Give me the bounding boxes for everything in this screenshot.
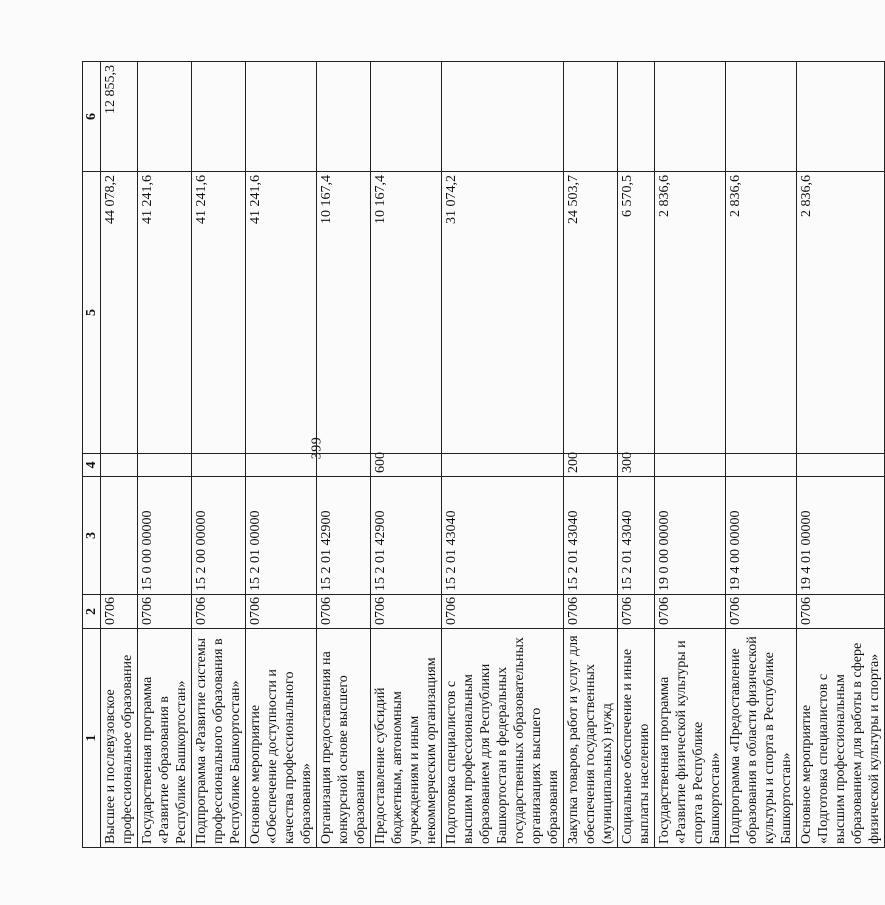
section-code-cell: 0706 (726, 595, 797, 629)
row-name-cell: Организация предоставления на конкурсной основе высшего образования (317, 629, 371, 848)
amount-extra-cell (797, 62, 885, 172)
target-article-cell: 15 2 01 43040 (618, 477, 655, 595)
row-name-cell: Подпрограмма «Развитие системы профессионального образования в Республике Башкортостан» (192, 629, 246, 848)
expense-type-cell (442, 454, 564, 477)
target-article-cell: 15 2 01 42900 (371, 477, 442, 595)
table-row (655, 62, 726, 848)
expense-type-cell: 300 (618, 454, 655, 477)
table-row (797, 62, 885, 848)
row-name-cell: Предоставление субсидий бюджетным, автономным учреждениям и иным некоммерческим организациям (371, 629, 442, 848)
amount-extra-cell: 12 855,3 (101, 62, 138, 172)
column-header: 4 (83, 454, 101, 477)
amount-cell: 31 074,2 (442, 172, 564, 454)
column-header: 1 (83, 629, 101, 848)
section-code-cell: 0706 (655, 595, 726, 629)
section-code-cell: 0706 (192, 595, 246, 629)
amount-extra-cell (655, 62, 726, 172)
row-name-cell: Основное мероприятие «Обеспечение доступности и качества профессионального образования» (246, 629, 317, 848)
expense-type-cell: 200 (564, 454, 618, 477)
target-article-cell: 15 2 01 43040 (564, 477, 618, 595)
expense-type-cell (317, 454, 371, 477)
budget-table (82, 61, 885, 848)
amount-extra-cell (371, 62, 442, 172)
row-name-cell: Социальное обеспечение и иные выплаты населению (618, 629, 655, 848)
table-row (371, 62, 442, 848)
row-name-cell: Государственная программа «Развитие физической культуры и спорта в Республике Башкортостан» (655, 629, 726, 848)
target-article-cell: 15 2 00 00000 (192, 477, 246, 595)
expense-type-cell (192, 454, 246, 477)
table-rotator (82, 62, 882, 848)
table-row (192, 62, 246, 848)
amount-cell: 10 167,4 (371, 172, 442, 454)
amount-cell: 2 836,6 (726, 172, 797, 454)
section-code-cell: 0706 (618, 595, 655, 629)
section-code-cell: 0706 (564, 595, 618, 629)
table-row (101, 62, 138, 848)
target-article-cell: 19 4 00 00000 (726, 477, 797, 595)
table-row (618, 62, 655, 848)
target-article-cell: 15 2 01 43040 (442, 477, 564, 595)
row-name-cell: Подготовка специалистов с высшим профессиональным образованием для Республики Башкортостан в федеральных государственных образовательных организациях высшего образования (442, 629, 564, 848)
table-header-row (83, 62, 101, 848)
row-name-cell: Высшее и послевузовское профессиональное образование (101, 629, 138, 848)
target-article-cell: 19 0 00 00000 (655, 477, 726, 595)
amount-extra-cell (246, 62, 317, 172)
table-row (138, 62, 192, 848)
amount-cell: 44 078,2 (101, 172, 138, 454)
table-row (564, 62, 618, 848)
section-code-cell: 0706 (371, 595, 442, 629)
section-code-cell: 0706 (317, 595, 371, 629)
expense-type-cell (797, 454, 885, 477)
section-code-cell: 0706 (442, 595, 564, 629)
section-code-cell: 0706 (246, 595, 317, 629)
column-header: 2 (83, 595, 101, 629)
amount-extra-cell (442, 62, 564, 172)
expense-type-cell (655, 454, 726, 477)
amount-extra-cell (138, 62, 192, 172)
amount-cell: 2 836,6 (797, 172, 885, 454)
expense-type-cell (726, 454, 797, 477)
section-code-cell: 0706 (797, 595, 885, 629)
section-code-cell: 0706 (101, 595, 138, 629)
amount-cell: 24 503,7 (564, 172, 618, 454)
amount-extra-cell (564, 62, 618, 172)
amount-cell: 6 570,5 (618, 172, 655, 454)
expense-type-cell (101, 454, 138, 477)
amount-extra-cell (192, 62, 246, 172)
target-article-cell (101, 477, 138, 595)
amount-cell: 41 241,6 (246, 172, 317, 454)
target-article-cell: 15 2 01 00000 (246, 477, 317, 595)
amount-extra-cell (317, 62, 371, 172)
amount-cell: 41 241,6 (138, 172, 192, 454)
expense-type-cell (246, 454, 317, 477)
column-header: 3 (83, 477, 101, 595)
row-name-cell: Подпрограмма «Предоставление образования в области физической культуры и спорта в Республике Башкортостан» (726, 629, 797, 848)
rotated-page-content (82, 62, 882, 848)
target-article-cell: 15 2 01 42900 (317, 477, 371, 595)
column-header: 6 (83, 62, 101, 172)
expense-type-cell (138, 454, 192, 477)
section-code-cell: 0706 (138, 595, 192, 629)
amount-extra-cell (618, 62, 655, 172)
target-article-cell: 15 0 00 00000 (138, 477, 192, 595)
amount-cell: 10 167,4 (317, 172, 371, 454)
row-name-cell: Закупка товаров, работ и услуг для обеспечения государственных (муниципальных) нужд (564, 629, 618, 848)
amount-cell: 41 241,6 (192, 172, 246, 454)
table-row (317, 62, 371, 848)
table-body (83, 62, 885, 848)
row-name-cell: Основное мероприятие «Подготовка специалистов с высшим профессиональным образованием для работы в сфере физической культуры и спорта» (797, 629, 885, 848)
amount-extra-cell (726, 62, 797, 172)
target-article-cell: 19 4 01 00000 (797, 477, 885, 595)
expense-type-cell: 600 (371, 454, 442, 477)
table-row (442, 62, 564, 848)
row-name-cell: Государственная программа «Развитие образования в Республике Башкортостан» (138, 629, 192, 848)
amount-cell: 2 836,6 (655, 172, 726, 454)
table-row (726, 62, 797, 848)
table-row (246, 62, 317, 848)
column-header: 5 (83, 172, 101, 454)
page-number: 399 (309, 436, 325, 460)
